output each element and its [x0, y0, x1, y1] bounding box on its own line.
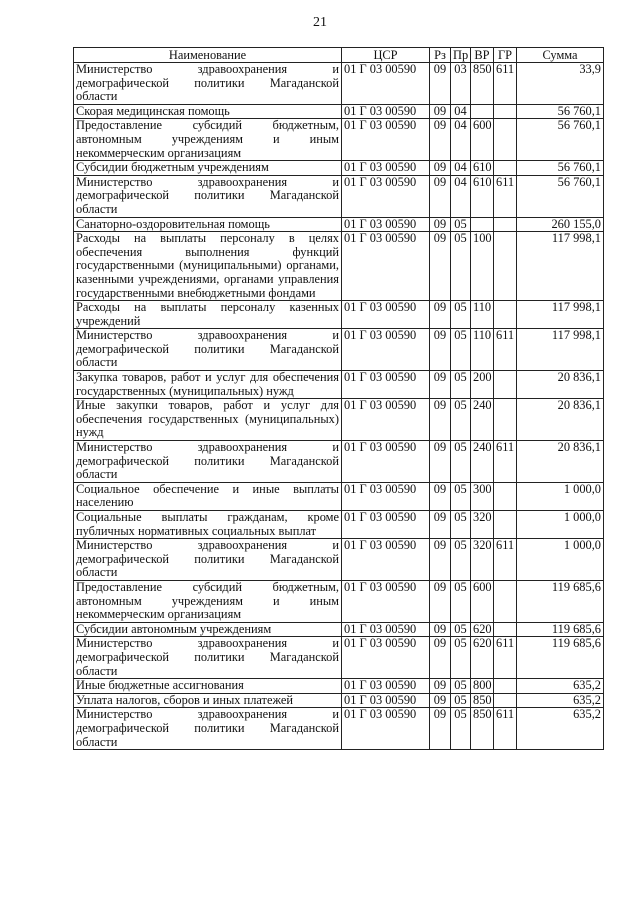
- row-gr-cell: 611: [494, 329, 517, 371]
- row-gr-cell: 611: [494, 708, 517, 750]
- row-vr-cell: 110: [471, 301, 494, 329]
- row-pr-cell: 05: [451, 539, 471, 581]
- row-pr-cell: 03: [451, 63, 471, 105]
- row-rz-cell: 09: [430, 175, 451, 217]
- row-name-cell: Субсидии автономным учреждениям: [74, 622, 342, 637]
- row-sum-cell: 56 760,1: [517, 119, 604, 161]
- column-header: Рз: [430, 48, 451, 63]
- row-pr-cell: 04: [451, 104, 471, 119]
- row-rz-cell: 09: [430, 371, 451, 399]
- row-name-cell: Субсидии бюджетным учреждениям: [74, 161, 342, 176]
- row-pr-cell: 05: [451, 232, 471, 301]
- row-sum-cell: 635,2: [517, 693, 604, 708]
- table-row: [74, 441, 604, 483]
- table-row: [74, 399, 604, 441]
- table-row: [74, 539, 604, 581]
- row-gr-cell: 611: [494, 441, 517, 483]
- column-header: ВР: [471, 48, 494, 63]
- row-csr-cell: 01 Г 03 00590: [342, 371, 430, 399]
- row-vr-cell: 320: [471, 539, 494, 581]
- column-header: Сумма: [517, 48, 604, 63]
- row-name-cell: Закупка товаров, работ и услуг для обеспечения государственных (муниципальных) нужд: [74, 371, 342, 399]
- row-csr-cell: 01 Г 03 00590: [342, 232, 430, 301]
- row-rz-cell: 09: [430, 693, 451, 708]
- row-sum-cell: 20 836,1: [517, 441, 604, 483]
- row-csr-cell: 01 Г 03 00590: [342, 63, 430, 105]
- row-rz-cell: 09: [430, 161, 451, 176]
- row-sum-cell: 1 000,0: [517, 539, 604, 581]
- row-pr-cell: 05: [451, 371, 471, 399]
- table-row: [74, 622, 604, 637]
- row-name-cell: Санаторно-оздоровительная помощь: [74, 217, 342, 232]
- row-vr-cell: 850: [471, 708, 494, 750]
- row-vr-cell: 600: [471, 119, 494, 161]
- row-pr-cell: 05: [451, 580, 471, 622]
- row-pr-cell: 04: [451, 161, 471, 176]
- table-row: [74, 104, 604, 119]
- table-row: [74, 161, 604, 176]
- row-sum-cell: 1 000,0: [517, 511, 604, 539]
- table-row: [74, 708, 604, 750]
- row-gr-cell: 611: [494, 175, 517, 217]
- row-csr-cell: 01 Г 03 00590: [342, 399, 430, 441]
- table-row: [74, 63, 604, 105]
- row-rz-cell: 09: [430, 580, 451, 622]
- table-row: [74, 301, 604, 329]
- page-number: 21: [313, 15, 327, 30]
- row-gr-cell: 611: [494, 63, 517, 105]
- row-pr-cell: 05: [451, 622, 471, 637]
- table-row: [74, 217, 604, 232]
- row-pr-cell: 05: [451, 399, 471, 441]
- row-pr-cell: 04: [451, 119, 471, 161]
- row-csr-cell: 01 Г 03 00590: [342, 301, 430, 329]
- row-gr-cell: 611: [494, 637, 517, 679]
- row-rz-cell: 09: [430, 119, 451, 161]
- row-csr-cell: 01 Г 03 00590: [342, 104, 430, 119]
- row-sum-cell: 119 685,6: [517, 637, 604, 679]
- table-row: [74, 580, 604, 622]
- column-header: Наименование: [74, 48, 342, 63]
- row-csr-cell: 01 Г 03 00590: [342, 217, 430, 232]
- row-rz-cell: 09: [430, 482, 451, 510]
- row-rz-cell: 09: [430, 708, 451, 750]
- row-rz-cell: 09: [430, 232, 451, 301]
- row-rz-cell: 09: [430, 63, 451, 105]
- row-sum-cell: 20 836,1: [517, 371, 604, 399]
- row-name-cell: Министерство здравоохранения и демографической политики Магаданской области: [74, 175, 342, 217]
- row-name-cell: Министерство здравоохранения и демографической политики Магаданской области: [74, 539, 342, 581]
- row-csr-cell: 01 Г 03 00590: [342, 119, 430, 161]
- table-row: [74, 693, 604, 708]
- row-vr-cell: 850: [471, 63, 494, 105]
- row-gr-cell: [494, 399, 517, 441]
- row-csr-cell: 01 Г 03 00590: [342, 329, 430, 371]
- row-sum-cell: 635,2: [517, 679, 604, 694]
- table-row: [74, 482, 604, 510]
- row-name-cell: Расходы на выплаты персоналу в целях обеспечения выполнения функций государственными (муниципальными) органами, казенными учреждениями, органами управления государственными внебюджетными фондами: [74, 232, 342, 301]
- row-pr-cell: 05: [451, 637, 471, 679]
- row-csr-cell: 01 Г 03 00590: [342, 580, 430, 622]
- row-csr-cell: 01 Г 03 00590: [342, 482, 430, 510]
- column-header: Пр: [451, 48, 471, 63]
- table-row: [74, 175, 604, 217]
- row-rz-cell: 09: [430, 399, 451, 441]
- row-vr-cell: 300: [471, 482, 494, 510]
- row-gr-cell: [494, 693, 517, 708]
- row-name-cell: Расходы на выплаты персоналу казенных учреждений: [74, 301, 342, 329]
- row-pr-cell: 05: [451, 679, 471, 694]
- row-vr-cell: 240: [471, 441, 494, 483]
- row-pr-cell: 05: [451, 482, 471, 510]
- row-name-cell: Предоставление субсидий бюджетным, автономным учреждениям и иным некоммерческим организациям: [74, 580, 342, 622]
- table-row: [74, 511, 604, 539]
- row-pr-cell: 05: [451, 693, 471, 708]
- row-sum-cell: 33,9: [517, 63, 604, 105]
- row-name-cell: Министерство здравоохранения и демографической политики Магаданской области: [74, 708, 342, 750]
- table-row: [74, 637, 604, 679]
- row-rz-cell: 09: [430, 511, 451, 539]
- row-sum-cell: 56 760,1: [517, 161, 604, 176]
- row-vr-cell: 800: [471, 679, 494, 694]
- table-row: [74, 371, 604, 399]
- row-csr-cell: 01 Г 03 00590: [342, 511, 430, 539]
- row-pr-cell: 05: [451, 217, 471, 232]
- row-name-cell: Министерство здравоохранения и демографической политики Магаданской области: [74, 329, 342, 371]
- row-vr-cell: 200: [471, 371, 494, 399]
- row-sum-cell: 119 685,6: [517, 580, 604, 622]
- row-sum-cell: 20 836,1: [517, 399, 604, 441]
- row-gr-cell: [494, 217, 517, 232]
- table-header-row: [74, 48, 604, 63]
- row-sum-cell: 117 998,1: [517, 301, 604, 329]
- row-gr-cell: [494, 482, 517, 510]
- row-sum-cell: 56 760,1: [517, 175, 604, 217]
- row-sum-cell: 117 998,1: [517, 329, 604, 371]
- row-csr-cell: 01 Г 03 00590: [342, 539, 430, 581]
- row-gr-cell: 611: [494, 539, 517, 581]
- row-sum-cell: 117 998,1: [517, 232, 604, 301]
- row-pr-cell: 05: [451, 301, 471, 329]
- table-row: [74, 232, 604, 301]
- table-body: [74, 63, 604, 750]
- row-vr-cell: 600: [471, 580, 494, 622]
- row-rz-cell: 09: [430, 104, 451, 119]
- row-sum-cell: 635,2: [517, 708, 604, 750]
- row-sum-cell: 56 760,1: [517, 104, 604, 119]
- row-rz-cell: 09: [430, 217, 451, 232]
- row-rz-cell: 09: [430, 539, 451, 581]
- row-pr-cell: 05: [451, 511, 471, 539]
- row-gr-cell: [494, 580, 517, 622]
- row-pr-cell: 05: [451, 708, 471, 750]
- table-row: [74, 679, 604, 694]
- row-rz-cell: 09: [430, 679, 451, 694]
- budget-table: [73, 47, 604, 750]
- row-gr-cell: [494, 371, 517, 399]
- row-gr-cell: [494, 511, 517, 539]
- row-pr-cell: 05: [451, 329, 471, 371]
- row-csr-cell: 01 Г 03 00590: [342, 441, 430, 483]
- row-csr-cell: 01 Г 03 00590: [342, 708, 430, 750]
- row-name-cell: Уплата налогов, сборов и иных платежей: [74, 693, 342, 708]
- row-sum-cell: 260 155,0: [517, 217, 604, 232]
- row-name-cell: Иные бюджетные ассигнования: [74, 679, 342, 694]
- row-gr-cell: [494, 232, 517, 301]
- row-vr-cell: 320: [471, 511, 494, 539]
- column-header: ГР: [494, 48, 517, 63]
- row-csr-cell: 01 Г 03 00590: [342, 622, 430, 637]
- row-vr-cell: 850: [471, 693, 494, 708]
- row-name-cell: Министерство здравоохранения и демографической политики Магаданской области: [74, 441, 342, 483]
- row-csr-cell: 01 Г 03 00590: [342, 637, 430, 679]
- row-name-cell: Министерство здравоохранения и демографической политики Магаданской области: [74, 637, 342, 679]
- row-pr-cell: 04: [451, 175, 471, 217]
- row-vr-cell: 100: [471, 232, 494, 301]
- row-pr-cell: 05: [451, 441, 471, 483]
- row-vr-cell: 620: [471, 637, 494, 679]
- table-row: [74, 329, 604, 371]
- row-csr-cell: 01 Г 03 00590: [342, 693, 430, 708]
- row-gr-cell: [494, 104, 517, 119]
- row-vr-cell: 110: [471, 329, 494, 371]
- row-rz-cell: 09: [430, 329, 451, 371]
- column-header: ЦСР: [342, 48, 430, 63]
- row-csr-cell: 01 Г 03 00590: [342, 679, 430, 694]
- row-name-cell: Социальные выплаты гражданам, кроме публичных нормативных социальных выплат: [74, 511, 342, 539]
- row-gr-cell: [494, 119, 517, 161]
- row-name-cell: Предоставление субсидий бюджетным, автономным учреждениям и иным некоммерческим организациям: [74, 119, 342, 161]
- row-gr-cell: [494, 622, 517, 637]
- row-name-cell: Иные закупки товаров, работ и услуг для обеспечения государственных (муниципальных) нужд: [74, 399, 342, 441]
- row-rz-cell: 09: [430, 301, 451, 329]
- row-csr-cell: 01 Г 03 00590: [342, 161, 430, 176]
- row-gr-cell: [494, 301, 517, 329]
- row-vr-cell: [471, 104, 494, 119]
- row-vr-cell: 610: [471, 161, 494, 176]
- row-gr-cell: [494, 679, 517, 694]
- row-rz-cell: 09: [430, 637, 451, 679]
- row-vr-cell: [471, 217, 494, 232]
- row-vr-cell: 620: [471, 622, 494, 637]
- row-csr-cell: 01 Г 03 00590: [342, 175, 430, 217]
- row-name-cell: Скорая медицинская помощь: [74, 104, 342, 119]
- row-rz-cell: 09: [430, 622, 451, 637]
- row-sum-cell: 1 000,0: [517, 482, 604, 510]
- row-rz-cell: 09: [430, 441, 451, 483]
- row-name-cell: Социальное обеспечение и иные выплаты населению: [74, 482, 342, 510]
- table-row: [74, 119, 604, 161]
- row-gr-cell: [494, 161, 517, 176]
- row-vr-cell: 610: [471, 175, 494, 217]
- row-name-cell: Министерство здравоохранения и демографической политики Магаданской области: [74, 63, 342, 105]
- row-vr-cell: 240: [471, 399, 494, 441]
- row-sum-cell: 119 685,6: [517, 622, 604, 637]
